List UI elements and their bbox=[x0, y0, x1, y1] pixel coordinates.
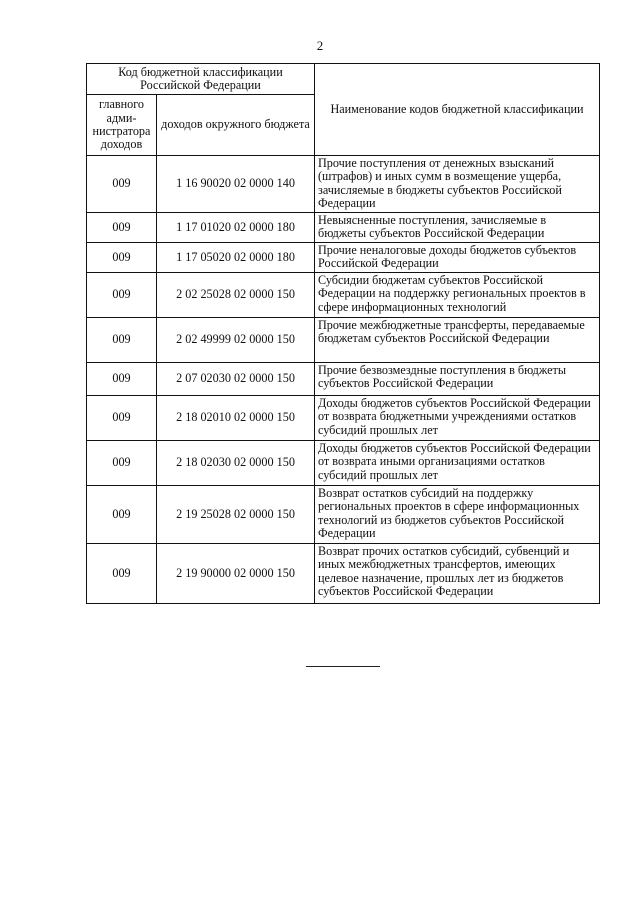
income-code-cell: 2 19 90000 02 0000 150 bbox=[157, 544, 315, 604]
code-name-cell: Прочие безвозмездные поступления в бюджеты субъектов Российской Федерации bbox=[315, 363, 600, 396]
income-code-cell: 1 16 90020 02 0000 140 bbox=[157, 156, 315, 213]
income-code-cell: 2 18 02030 02 0000 150 bbox=[157, 441, 315, 486]
table-row bbox=[87, 243, 600, 273]
budget-code-group-header: Код бюджетной классификации Российской Федерации bbox=[87, 64, 315, 95]
closing-rule bbox=[306, 666, 380, 667]
administrator-code-cell: 009 bbox=[87, 396, 157, 441]
code-name-cell: Невыясненные поступления, зачисляемые в бюджеты субъектов Российской Федерации bbox=[315, 213, 600, 243]
administrator-code-cell: 009 bbox=[87, 156, 157, 213]
code-name-cell: Доходы бюджетов субъектов Российской Федерации от возврата иными организациями остатков субсидий прошлых лет bbox=[315, 441, 600, 486]
table-row bbox=[87, 318, 600, 363]
table-row bbox=[87, 486, 600, 544]
code-name-cell: Субсидии бюджетам субъектов Российской Федерации на поддержку региональных проектов в сфере информационных технологий bbox=[315, 273, 600, 318]
administrator-code-cell: 009 bbox=[87, 318, 157, 363]
income-code-cell: 1 17 05020 02 0000 180 bbox=[157, 243, 315, 273]
code-name-cell: Прочие неналоговые доходы бюджетов субъектов Российской Федерации bbox=[315, 243, 600, 273]
administrator-code-cell: 009 bbox=[87, 243, 157, 273]
income-code-cell: 2 18 02010 02 0000 150 bbox=[157, 396, 315, 441]
income-code-cell: 2 07 02030 02 0000 150 bbox=[157, 363, 315, 396]
code-name-cell: Возврат прочих остатков субсидий, субвенций и иных межбюджетных трансфертов, имеющих целевое назначение, прошлых лет из бюджетов субъектов Российской Федерации bbox=[315, 544, 600, 604]
code-name-cell: Прочие межбюджетные трансферты, передаваемые бюджетам субъектов Российской Федерации bbox=[315, 318, 600, 363]
administrator-code-cell: 009 bbox=[87, 273, 157, 318]
administrator-code-cell: 009 bbox=[87, 486, 157, 544]
code-name-cell: Возврат остатков субсидий на поддержку региональных проектов в сфере информационных технологий из бюджетов субъектов Российской Федерации bbox=[315, 486, 600, 544]
administrator-code-cell: 009 bbox=[87, 363, 157, 396]
budget-classification-table bbox=[86, 63, 600, 604]
table-row bbox=[87, 544, 600, 604]
district-budget-income-header: доходов окружного бюджета bbox=[157, 95, 315, 156]
table-row bbox=[87, 213, 600, 243]
income-code-cell: 2 19 25028 02 0000 150 bbox=[157, 486, 315, 544]
page-number: 2 bbox=[316, 38, 324, 53]
income-code-cell: 1 17 01020 02 0000 180 bbox=[157, 213, 315, 243]
income-code-cell: 2 02 25028 02 0000 150 bbox=[157, 273, 315, 318]
code-name-header: Наименование кодов бюджетной классификации bbox=[315, 64, 600, 156]
income-code-cell: 2 02 49999 02 0000 150 bbox=[157, 318, 315, 363]
table-row bbox=[87, 396, 600, 441]
table-header-row-1 bbox=[87, 64, 600, 95]
administrator-code-cell: 009 bbox=[87, 544, 157, 604]
administrator-code-cell: 009 bbox=[87, 213, 157, 243]
administrator-code-cell: 009 bbox=[87, 441, 157, 486]
table-row bbox=[87, 156, 600, 213]
table-row bbox=[87, 273, 600, 318]
code-name-cell: Доходы бюджетов субъектов Российской Федерации от возврата бюджетными учреждениями остатков субсидий прошлых лет bbox=[315, 396, 600, 441]
code-name-cell: Прочие поступления от денежных взысканий (штрафов) и иных сумм в возмещение ущерба, зачисляемые в бюджеты субъектов Российской Федерации bbox=[315, 156, 600, 213]
table-body bbox=[87, 156, 600, 604]
table-row bbox=[87, 441, 600, 486]
chief-administrator-header: главного адми-нистратора доходов bbox=[87, 95, 157, 156]
table-row bbox=[87, 363, 600, 396]
